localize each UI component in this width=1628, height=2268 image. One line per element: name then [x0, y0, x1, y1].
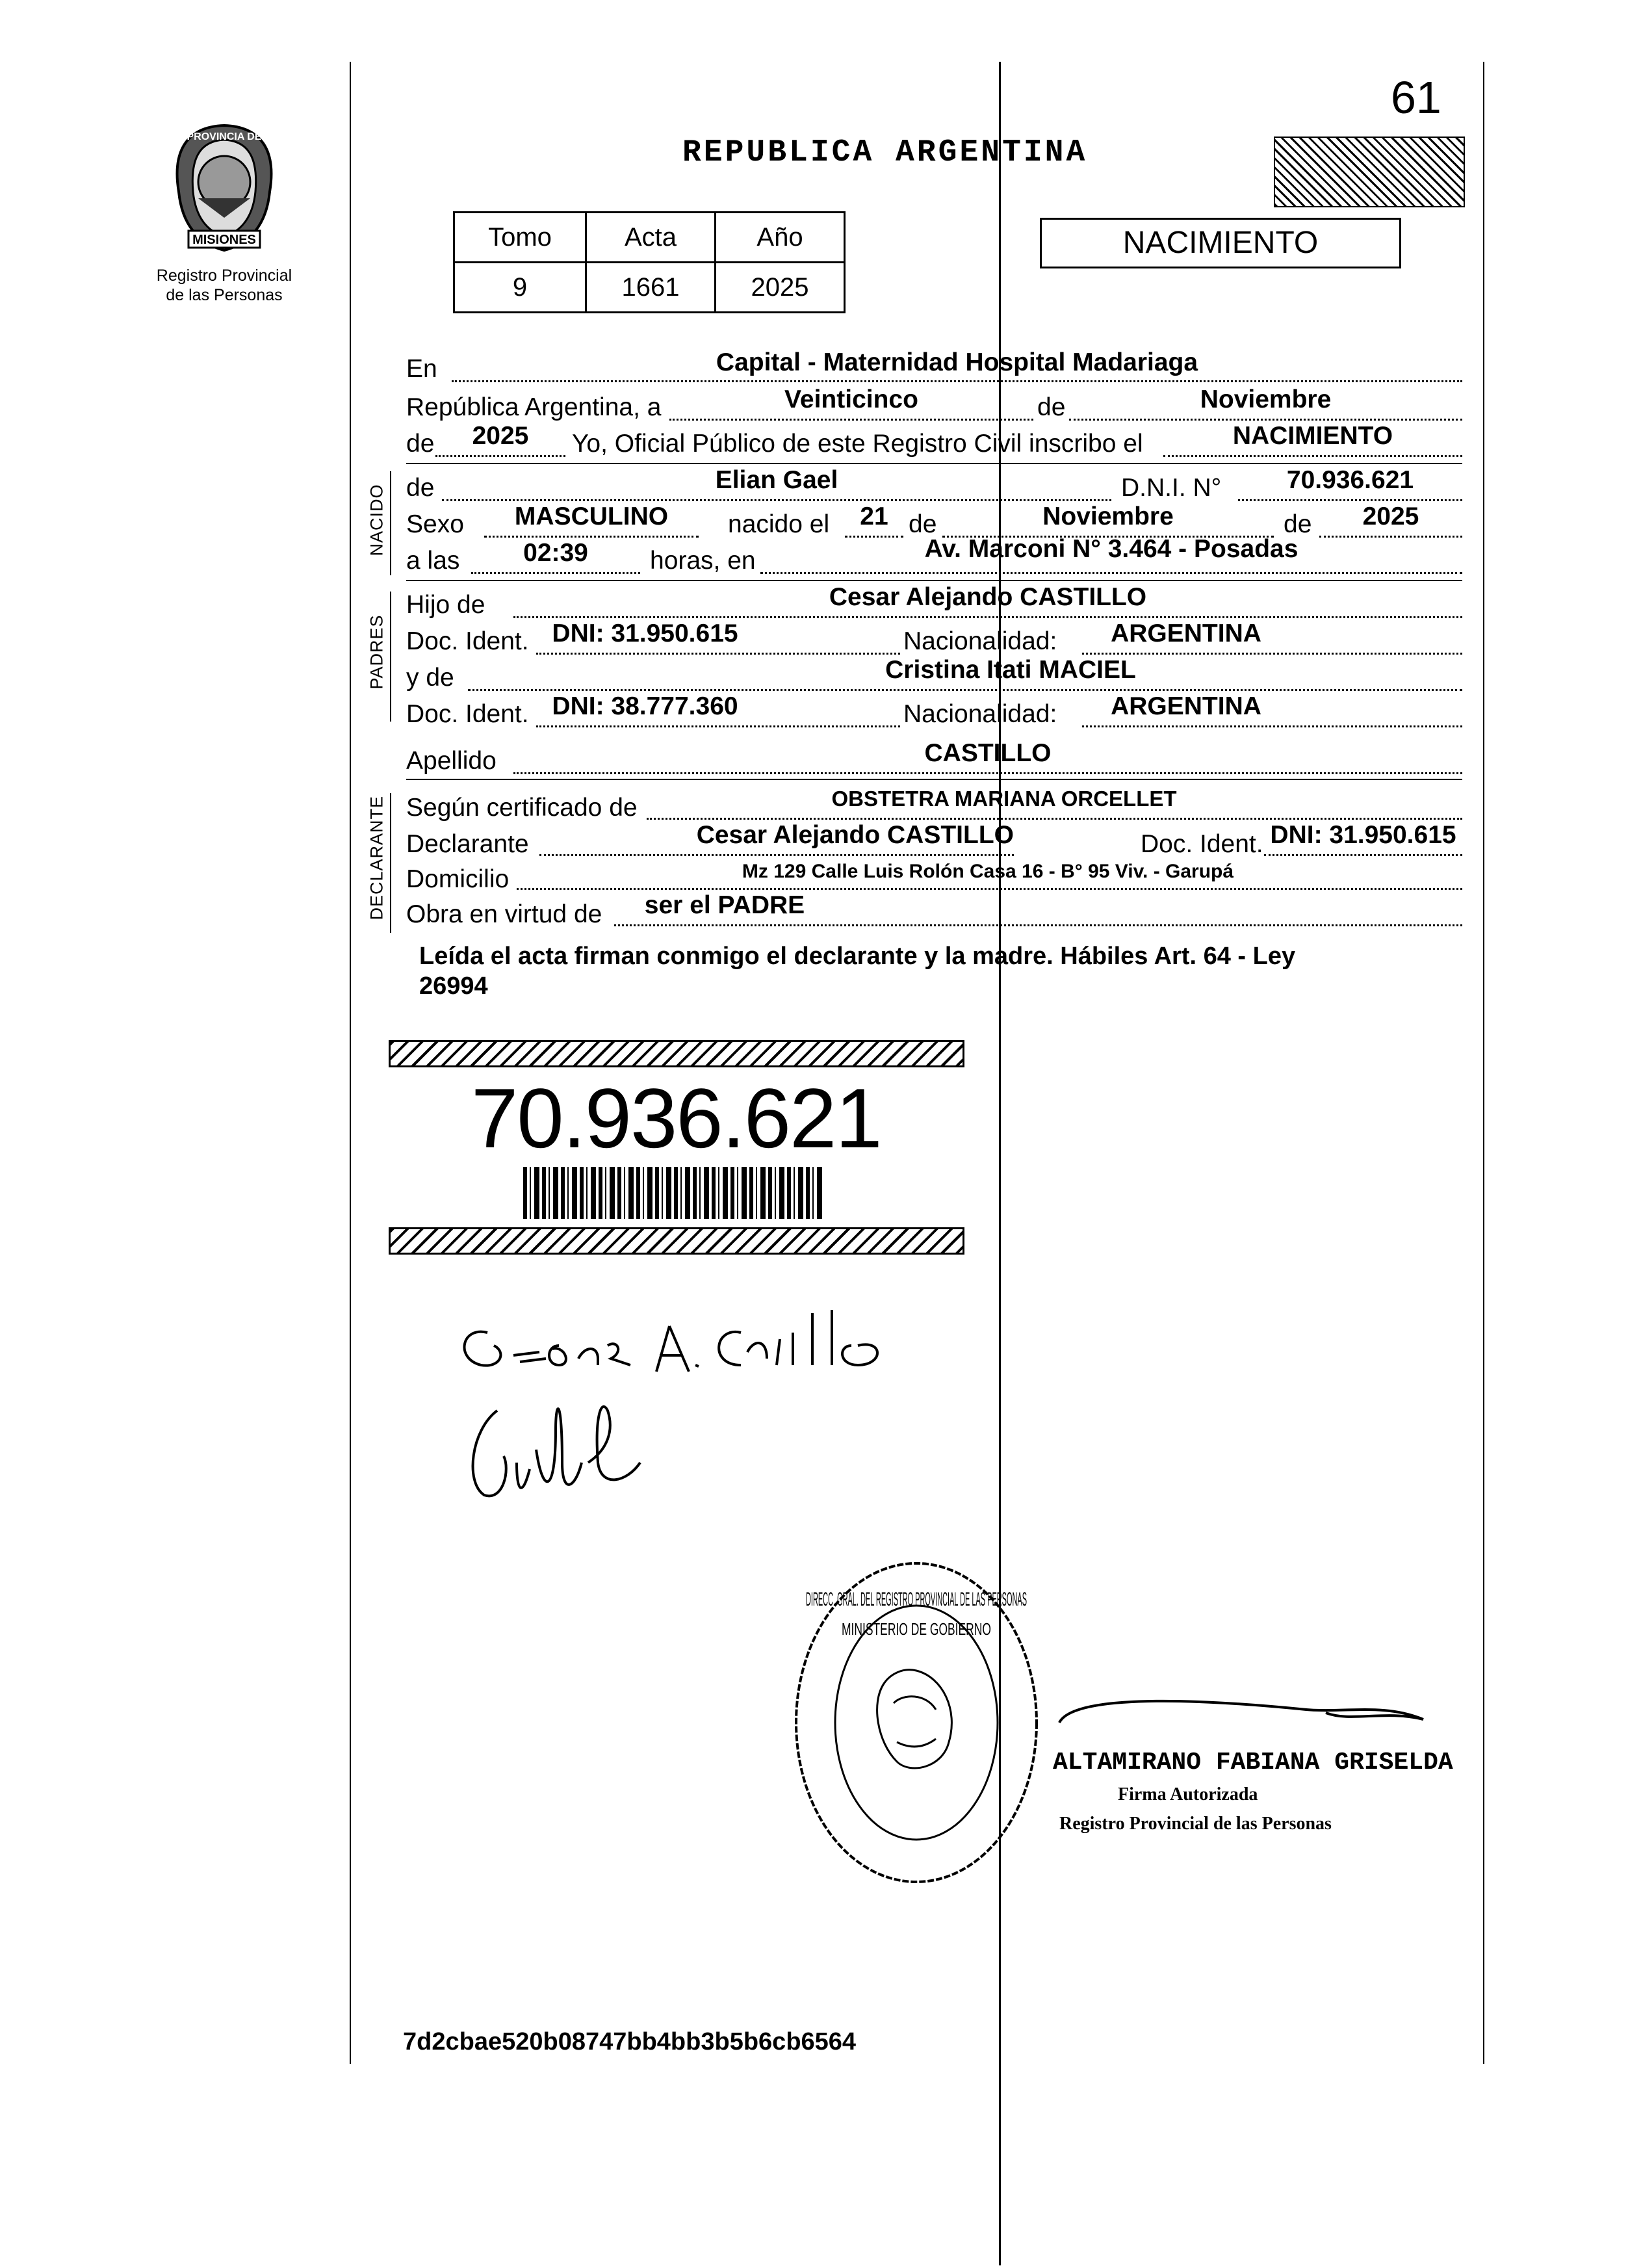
birth-de-label: de	[909, 510, 937, 538]
nacido-bracket	[390, 471, 391, 575]
time-dots	[471, 572, 640, 574]
birth-year-value: 2025	[1362, 502, 1419, 530]
birth-month-value: Noviembre	[1042, 502, 1174, 530]
child-name-value: Elian Gael	[715, 466, 838, 494]
dni-label: D.N.I. N°	[1121, 474, 1222, 502]
declarante-doc-dots	[1264, 854, 1462, 856]
en-dots	[452, 380, 1462, 382]
year-dots	[435, 455, 565, 457]
official-office: Registro Provincial de las Personas	[1059, 1814, 1332, 1834]
cert-value: OBSTETRA MARIANA ORCELLET	[831, 787, 1177, 811]
birth-time-value: 02:39	[523, 539, 588, 567]
section-rule-1	[406, 463, 1462, 464]
day-dots	[669, 419, 1033, 421]
a-las-label: a las	[406, 547, 460, 575]
volume-header-anio: Año	[716, 213, 845, 263]
hijo-de-label: Hijo de	[406, 591, 485, 619]
father-doc-dots	[536, 653, 900, 655]
act-dots	[1163, 455, 1462, 457]
declarante-bracket	[390, 793, 391, 933]
year-prefix-label: de	[406, 430, 435, 458]
official-role: Firma Autorizada	[1118, 1784, 1258, 1805]
nacido-section-label: NACIDO	[367, 484, 387, 556]
volume-header-acta: Acta	[586, 213, 716, 263]
act-type-label: NACIMIENTO	[1122, 226, 1319, 260]
act-type-box	[1040, 218, 1401, 268]
id-barcode	[523, 1167, 822, 1219]
father-dots	[513, 616, 1462, 618]
mother-nat-label: Nacionalidad:	[903, 700, 1057, 728]
mother-name-value: Cristina Itati MACIEL	[885, 656, 1136, 684]
registry-seal	[159, 120, 289, 263]
place-value: Capital - Maternidad Hospital Madariaga	[716, 348, 1198, 376]
en-label: En	[406, 355, 437, 383]
id-strip-number: 70.936.621	[471, 1071, 881, 1166]
cert-dots	[647, 818, 1462, 820]
sexo-dots	[484, 536, 699, 538]
horas-en-label: horas, en	[650, 547, 756, 575]
obra-label: Obra en virtud de	[406, 900, 602, 928]
de-label: de	[1037, 393, 1066, 421]
father-nationality-value: ARGENTINA	[1111, 619, 1261, 647]
cert-label: Según certificado de	[406, 794, 638, 822]
declarante-doc-value: DNI: 31.950.615	[1270, 821, 1456, 849]
closing-line-1: Leída el acta firman conmigo el declarante y la madre. Hábiles Art. 64 - Ley	[419, 943, 1296, 970]
domicilio-value: Mz 129 Calle Luis Rolón Casa 16 - B° 95 Viv. - Garupá	[742, 861, 1234, 882]
birth-address-value: Av. Marconi N° 3.464 - Posadas	[924, 535, 1299, 563]
registry-line2: de las Personas	[166, 286, 283, 304]
mother-doc-label: Doc. Ident.	[406, 700, 529, 728]
right-margin-line	[1483, 62, 1484, 2064]
volume-value-anio: 2025	[716, 263, 845, 313]
volume-table	[453, 211, 846, 313]
sexo-label: Sexo	[406, 510, 464, 538]
section-rule-2	[406, 580, 1462, 581]
security-band-top	[389, 1040, 964, 1067]
act-name-value: NACIMIENTO	[1232, 422, 1393, 450]
declarante-signature	[448, 1300, 942, 1391]
father-nat-dots	[1082, 653, 1462, 655]
seal-top-text: PROVINCIA DE	[187, 131, 262, 142]
hologram-seal	[1274, 137, 1465, 207]
registry-line1: Registro Provincial	[156, 267, 292, 285]
stamp-inner-text: MINISTERIO DE GOBIERNO	[842, 1619, 991, 1639]
month-dots	[1069, 419, 1462, 421]
official-stamp	[786, 1554, 1046, 1892]
mother-doc-dots	[536, 725, 900, 727]
padres-section-label: PADRES	[367, 614, 387, 690]
mother-nat-dots	[1082, 725, 1462, 727]
father-nat-label: Nacionalidad:	[903, 627, 1057, 655]
section-rule-3	[406, 779, 1462, 780]
mother-signature	[458, 1391, 666, 1515]
obra-value: ser el PADRE	[644, 891, 805, 919]
name-dots	[442, 499, 1111, 501]
volume-header-tomo: Tomo	[454, 213, 586, 263]
document-hash: 7d2cbae520b08747bb4bb3b5b6cb6564	[403, 2028, 857, 2055]
birth-place-dots	[760, 572, 1462, 574]
obra-dots	[614, 924, 1462, 926]
volume-value-acta: 1661	[586, 263, 716, 313]
left-margin-line	[350, 62, 351, 2064]
sexo-value: MASCULINO	[514, 502, 669, 530]
y-de-label: y de	[406, 664, 454, 692]
seal-banner-text: MISIONES	[192, 233, 256, 247]
republic-label: República Argentina, a	[406, 393, 662, 421]
father-name-value: Cesar Alejando CASTILLO	[829, 583, 1147, 611]
apellido-value: CASTILLO	[924, 739, 1052, 767]
mother-dots	[468, 689, 1462, 691]
volume-value-tomo: 9	[454, 263, 586, 313]
nacido-de-label: de	[406, 474, 435, 502]
official-name: ALTAMIRANO FABIANA GRISELDA	[1053, 1749, 1453, 1777]
declarante-dots	[539, 854, 1014, 856]
closing-line-2: 26994	[419, 972, 488, 1000]
father-doc-value: DNI: 31.950.615	[552, 619, 738, 647]
birth-day-value: 21	[860, 502, 888, 530]
day-words-value: Veinticinco	[784, 385, 918, 413]
padres-bracket	[390, 592, 391, 722]
declarante-doc-label: Doc. Ident.	[1141, 830, 1263, 858]
month-value: Noviembre	[1200, 385, 1332, 413]
mother-doc-value: DNI: 38.777.360	[552, 692, 738, 720]
country-title: REPUBLICA ARGENTINA	[682, 135, 1088, 170]
security-band-bottom	[389, 1227, 964, 1255]
apellido-dots	[513, 772, 1462, 774]
official-signature	[1046, 1684, 1436, 1742]
apellido-label: Apellido	[406, 747, 497, 775]
stamp-ring-text: DIRECC. GRAL. DEL REGISTRO PROVINCIAL DE LAS PERSONAS	[806, 1589, 1027, 1610]
page-number: 61	[1391, 72, 1441, 123]
father-doc-label: Doc. Ident.	[406, 627, 529, 655]
nacido-el-label: nacido el	[728, 510, 830, 538]
child-dni-value: 70.936.621	[1286, 466, 1414, 494]
declarante-section-label: DECLARANTE	[367, 795, 387, 920]
declarante-name-value: Cesar Alejando CASTILLO	[696, 821, 1014, 849]
mother-nationality-value: ARGENTINA	[1111, 692, 1261, 720]
officer-text: Yo, Oficial Público de este Registro Civil inscribo el	[572, 430, 1143, 458]
domicilio-dots	[517, 888, 1462, 890]
domicilio-label: Domicilio	[406, 865, 510, 893]
birth-de-label-2: de	[1284, 510, 1312, 538]
year-value: 2025	[472, 422, 529, 450]
dni-dots	[1238, 499, 1462, 501]
declarante-label: Declarante	[406, 830, 529, 858]
